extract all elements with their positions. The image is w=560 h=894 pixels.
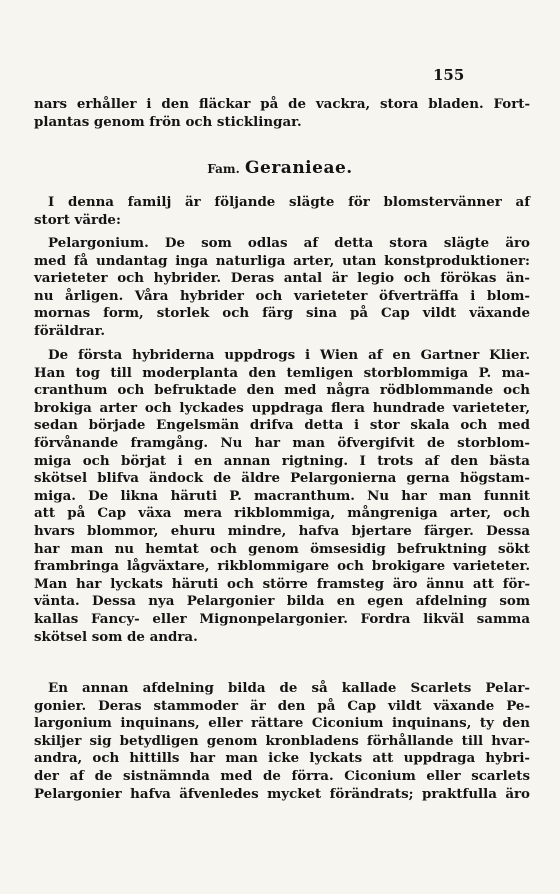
text-line: har man nu hemtat och genom ömsesidig befruktning sökt [34, 540, 530, 557]
text-line: De första hybriderna uppdrogs i Wien af en Gartner Klier. [48, 347, 530, 363]
text-line: cranthum och befruktade den med några rödblommande och [34, 382, 530, 399]
text-line: der af de sistnämnda med de förra. Ciconium eller scarlets [34, 767, 530, 784]
page-number: 155 [433, 66, 465, 84]
text-line: Pelargonium. De som odlas af detta stora slägte äro [48, 235, 530, 251]
text-line: miga och börjat i en annan rigtning. I trots af den bästa [34, 452, 530, 469]
text-line: gonier. Deras stammoder är den på Cap vildt växande Pe- [34, 697, 530, 714]
text-line: stort värde: [34, 211, 121, 228]
scarlets-paragraph [34, 680, 530, 803]
text-line: En annan afdelning bilda de så kallade Scarlets Pelar- [48, 680, 530, 696]
text-line: nu årligen. Våra hybrider och varieteter öfverträffa i blom- [34, 287, 530, 304]
text-line: skiljer sig betydligen genom kronbladens förhållande till hvar- [34, 732, 530, 749]
text-line: skötsel blifva ändock de äldre Pelargonierna gerna högstam- [34, 470, 530, 487]
text-line: Han tog till moderplanta den temligen storblommiga P. ma- [34, 364, 530, 381]
text-line: plantas genom frön och sticklingar. [34, 113, 302, 130]
text-line: largonium inquinans, eller rättare Ciconium inquinans, ty den [34, 715, 530, 732]
text-line: förvånande framgång. Nu har man öfvergifvit de storblom- [34, 434, 530, 451]
text-line: skötsel som de andra. [34, 628, 198, 645]
text-line: andra, och hittills har man icke lyckats att uppdraga hybri- [34, 750, 530, 767]
text-line: vänta. Dessa nya Pelargonier bilda en egen afdelning som [34, 593, 530, 610]
text-line: kallas Fancy- eller Mignonpelargonier. Fordra likväl samma [34, 610, 530, 627]
text-line: frambringa lågväxtare, rikblommigare och brokigare varieteter. [34, 558, 530, 575]
text-line: mornas form, storlek och färg sina på Cap vildt växande [34, 305, 530, 322]
text-line: Man har lyckats häruti och större framsteg äro ännu att för- [34, 575, 530, 592]
text-line: miga. De likna häruti P. macranthum. Nu har man funnit [34, 487, 530, 504]
heading-title: Geranieae. [245, 158, 353, 178]
pelargonium-paragraph [34, 235, 530, 341]
hybrids-paragraph [34, 347, 530, 646]
intro-paragraph [34, 194, 530, 229]
text-line: Pelargonier hafva äfvenledes mycket förändrats; praktfulla äro [34, 785, 530, 802]
text-line: föräldrar. [34, 322, 106, 339]
heading-prefix: Fam. [207, 162, 240, 176]
family-heading [0, 158, 560, 178]
text-line: varieteter och hybrider. Deras antal är legio och förökas än- [34, 270, 530, 287]
top-paragraph [34, 96, 530, 131]
text-line: att på Cap växa mera rikblommiga, mångreniga arter, och [34, 505, 530, 522]
text-line: sedan började Engelsmän drifva detta i stor skala och med [34, 417, 530, 434]
text-line: brokiga arter och lyckades uppdraga flera hundrade varieteter, [34, 399, 530, 416]
text-line: nars erhåller i den fläckar på de vackra, stora bladen. Fort- [34, 96, 530, 112]
text-line: I denna familj är följande slägte för blomstervänner af [48, 194, 530, 210]
text-line: med få undantag inga naturliga arter, utan konstproduktioner: [34, 252, 530, 269]
text-line: hvars blommor, ehuru mindre, hafva bjertare färger. Dessa [34, 522, 530, 539]
